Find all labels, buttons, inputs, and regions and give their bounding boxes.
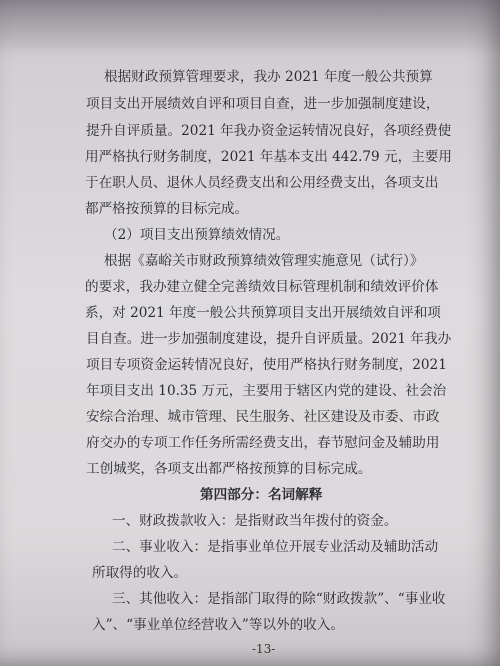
text-line: 一、财政拨款收入：是指财政当年拨付的资金。 — [112, 513, 398, 529]
text-line: 的要求，我办建立健全完善绩效目标管理机制和绩效评价体 — [85, 279, 439, 295]
text-line: 入”、“事业单位经营收入”等以外的收入。 — [92, 617, 344, 633]
text-line: 系，对 2021 年度一般公共预算项目支出开展绩效自评和项 — [85, 305, 441, 321]
text-line: 二、事业收入：是指事业单位开展专业活动及辅助活动 — [112, 539, 439, 555]
text-line: 项目专项资金运转情况良好，使用严格执行财务制度，2021 — [86, 357, 447, 373]
page-number: -13- — [252, 642, 276, 656]
text-line: 目自查。进一步加强制度建设，提升自评质量。2021 年我办 — [86, 331, 452, 347]
text-line: 安综合治理、城市管理、民生服务、社区建设及市委、市政 — [86, 409, 440, 425]
text-line: 都严格按预算的目标完成。 — [85, 201, 249, 217]
text-line: 工创城奖，各项支出都严格按预算的目标完成。 — [86, 461, 372, 477]
text-line: 于在职人员、退休人员经费支出和公用经费支出，各项支出 — [85, 175, 439, 191]
section-heading: 第四部分：名词解释 — [200, 487, 323, 503]
text-line: 用严格执行财务制度，2021 年基本支出 442.79 元，主要用 — [85, 149, 452, 165]
text-line: 府交办的专项工作任务所需经费支出，春节慰问金及辅助用 — [86, 435, 440, 451]
text-line: 三、其他收入：是指部门取得的除“财政拨款”、“事业收 — [112, 591, 446, 607]
text-line: 年项目支出 10.35 万元，主要用于辖区内党的建设、社会治 — [86, 383, 447, 399]
text-line: （2）项目支出预算绩效情况。 — [104, 227, 290, 243]
text-line: 提升自评质量。2021 年我办资金运转情况良好，各项经费使 — [86, 123, 452, 139]
page-shadow — [0, 0, 500, 55]
text-line: 项目支出开展绩效自评和项目自查，进一步加强制度建设， — [86, 96, 440, 112]
text-line: 所取得的收入。 — [92, 565, 188, 581]
text-line: 根据财政预算管理要求，我办 2021 年度一般公共预算 — [104, 69, 433, 85]
text-line: 根据《嘉峪关市财政预算绩效管理实施意见（试行）》 — [104, 253, 424, 269]
